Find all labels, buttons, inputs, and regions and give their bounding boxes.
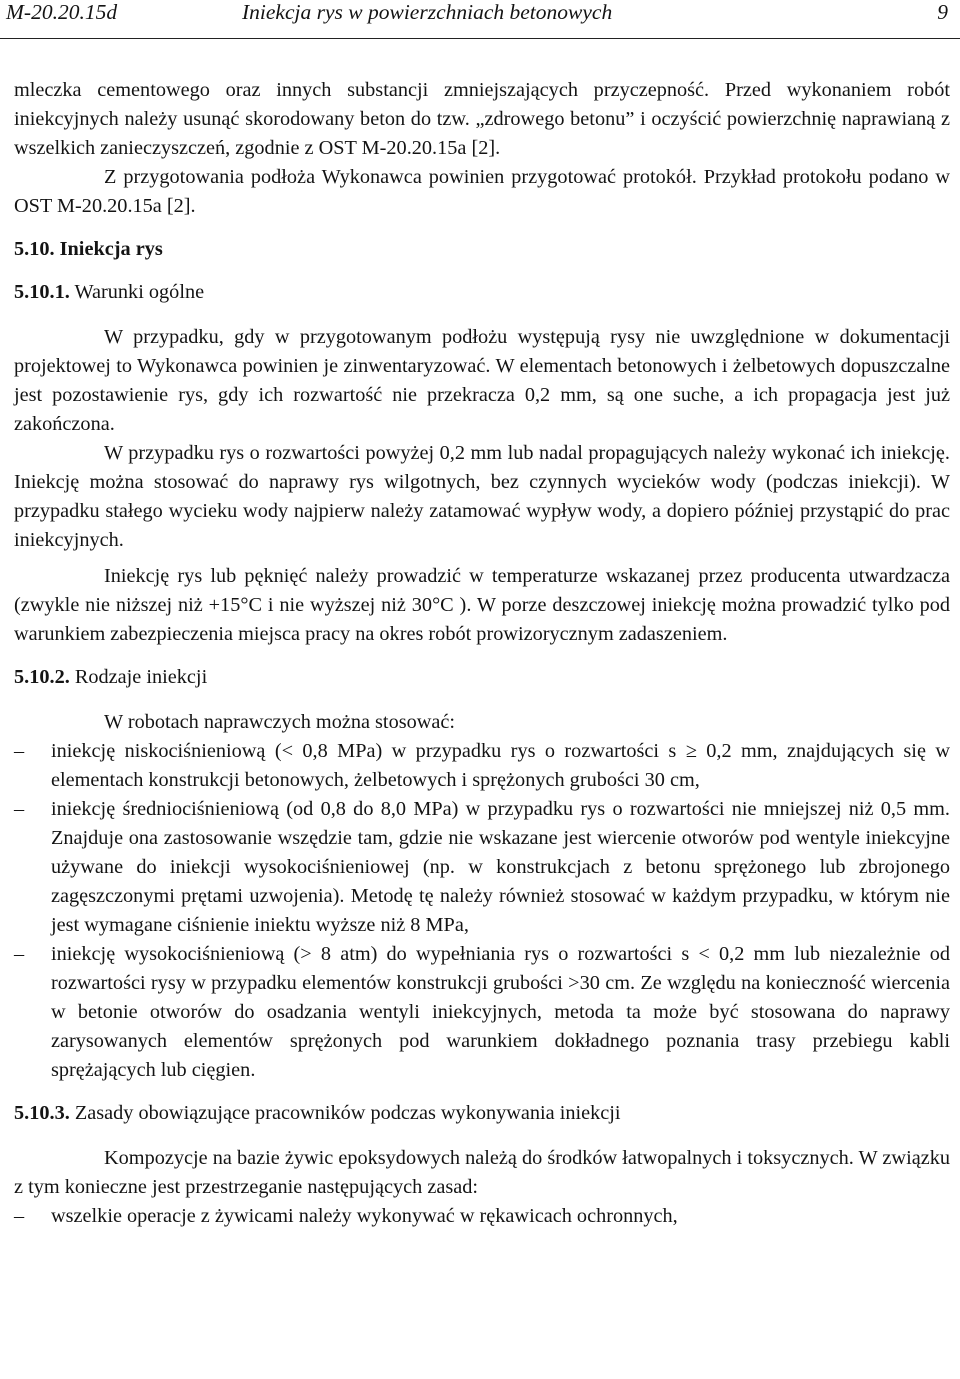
list-item-text: iniekcję wysokociśnieniową (> 8 atm) do wypełniania rys o rozwartości s < 0,2 mm lub niezależnie od rozwartości rysy w przypadku elementów konstrukcji grubości >30 cm. Ze względu na konieczność wiercenia w betonie otworów do osadzania wentyli iniekcyjnych, metoda ta może być stosowana do naprawy zarysowanych elementów sprężonych pod warunkiem dokładnego poznania trasy przebiegu kabli sprężających lub cięgien. — [51, 943, 950, 1081]
paragraph: W przypadku, gdy w przygotowanym podłożu występują rysy nie uwzględnione w dokumentacji projektowej to Wykonawca powinien je zinwentaryzować. W elementach betonowych i żelbetowych dopuszczalne jest pozostawienie rys, gdy ich rozwartość nie przekracza 0,2 mm, są one suche, a ich propagacja jest już zakończona. — [14, 326, 950, 435]
subsection-number: 5.10.3. — [14, 1102, 70, 1124]
subsection-title: Warunki ogólne — [74, 281, 205, 303]
document-body — [14, 76, 950, 1231]
paragraph: mleczka cementowego oraz innych substancji zmniejszających przyczepność. Przed wykonaniem robót iniekcyjnych należy usunąć skorodowany beton do tzw. „zdrowego betonu” i oczyścić powierzchnię naprawianą z wszelkich zanieczyszczeń, zgodnie z OST M-20.20.15a [2]. — [14, 79, 950, 159]
subsection-number: 5.10.1. — [14, 281, 70, 303]
paragraph: W przypadku rys o rozwartości powyżej 0,2 mm lub nadal propagujących należy wykonać ich iniekcję. Iniekcję można stosować do naprawy rys wilgotnych, bez czynnych wycieków wody (podczas iniekcji). W przypadku stałego wycieku wody najpierw należy zatamować wypływ wody, a dopiero później przystąpić do prac iniekcyjnych. — [14, 442, 950, 551]
subsection-title: Rodzaje iniekcji — [74, 666, 208, 688]
list-item-text: iniekcję średniociśnieniową (od 0,8 do 8,0 MPa) w przypadku rys o rozwartości nie mniejszej niż 0,5 mm. Znajduje ona zastosowanie wszędzie tam, gdzie nie wskazane jest wiercenie otworów pod wentyle iniekcyjne używane do iniekcji wysokociśnieniowej (np. w konstrukcjach z betonu sprężonego lub zbrojonego zagęszczonymi prętami uzwojenia). Metodę tę należy również stosować w każdym przypadku, w którym nie jest wymagane ciśnienie iniektu wyższe niż 8 MPa, — [51, 798, 950, 936]
paragraph: Kompozycje na bazie żywic epoksydowych należą do środków łatwopalnych i toksycznych. W związku z tym konieczne jest przestrzeganie następujących zasad: — [14, 1147, 950, 1198]
section-heading: 5.10. Iniekcja rys — [14, 238, 163, 260]
subsection-number: 5.10.2. — [14, 666, 70, 688]
paragraph: Z przygotowania podłoża Wykonawca powinien przygotować protokół. Przykład protokołu podano w OST M-20.20.15a [2]. — [14, 166, 950, 217]
list-item-text: wszelkie operacje z żywicami należy wykonywać w rękawicach ochronnych, — [51, 1205, 678, 1227]
page-header — [0, 0, 960, 39]
document-title: Iniekcja rys w powierzchniach betonowych — [242, 0, 613, 24]
list-item — [14, 795, 950, 940]
list-item — [14, 940, 950, 1085]
subsection-title: Zasady obowiązujące pracowników podczas wykonywania iniekcji — [74, 1102, 621, 1124]
subsection-heading — [14, 663, 950, 692]
document-code: M-20.20.15d — [6, 0, 118, 24]
injection-types-list — [14, 737, 950, 1085]
dash-bullet: – — [14, 798, 25, 820]
list-item — [14, 737, 950, 795]
dash-bullet: – — [14, 943, 25, 965]
list-item-text: iniekcję niskociśnieniową (< 0,8 MPa) w przypadku rys o rozwartości s ≥ 0,2 mm, znajdujących się w elementach konstrukcji betonowych, żelbetowych i sprężonych grubości 30 cm, — [51, 740, 950, 791]
dash-bullet: – — [14, 740, 25, 762]
paragraph: Iniekcję rys lub pęknięć należy prowadzić w temperaturze wskazanej przez producenta utwardzacza (zwykle nie niższej niż +15°C i nie wyższej niż 30°C ). W porze deszczowej iniekcję można prowadzić tylko pod warunkiem zabezpieczenia miejsca pracy na okres robót prowizorycznym zadaszeniem. — [14, 565, 950, 645]
list-item — [14, 1202, 950, 1231]
subsection-heading — [14, 278, 950, 307]
dash-bullet: – — [14, 1205, 25, 1227]
page-number: 9 — [937, 0, 948, 24]
paragraph: W robotach naprawczych można stosować: — [104, 711, 456, 733]
subsection-heading — [14, 1099, 950, 1128]
worker-rules-list — [14, 1202, 950, 1231]
